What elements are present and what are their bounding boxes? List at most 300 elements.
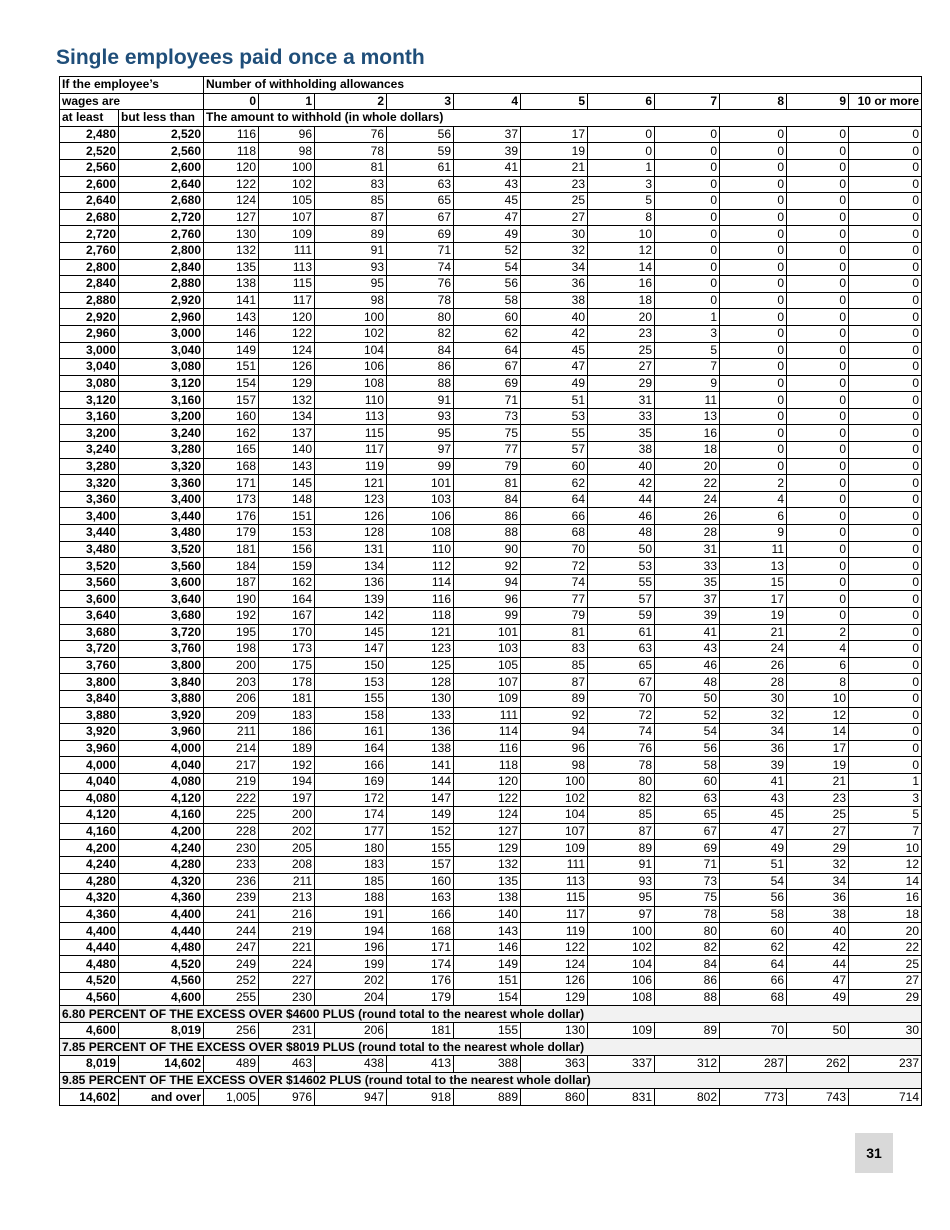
withholding-amount: 192 xyxy=(259,757,315,774)
wage-less-than: 4,400 xyxy=(119,906,204,923)
wage-at-least: 2,720 xyxy=(60,226,119,243)
withholding-amount: 0 xyxy=(849,292,922,309)
withholding-amount: 36 xyxy=(720,740,787,757)
withholding-amount: 105 xyxy=(454,657,521,674)
withholding-amount: 129 xyxy=(521,989,588,1006)
withholding-amount: 43 xyxy=(454,176,521,193)
withholding-amount: 40 xyxy=(588,458,655,475)
withholding-amount: 84 xyxy=(655,956,720,973)
withholding-amount: 0 xyxy=(655,276,720,293)
withholding-amount: 145 xyxy=(259,475,315,492)
withholding-amount: 947 xyxy=(315,1089,387,1106)
bracket-note: 6.80 PERCENT OF THE EXCESS OVER $4600 PLUS (round total to the nearest whole dollar) xyxy=(60,1006,922,1023)
withholding-amount: 90 xyxy=(454,541,521,558)
withholding-amount: 74 xyxy=(387,259,454,276)
withholding-amount: 228 xyxy=(204,823,259,840)
withholding-amount: 115 xyxy=(315,425,387,442)
withholding-amount: 57 xyxy=(521,442,588,459)
withholding-amount: 249 xyxy=(204,956,259,973)
withholding-amount: 0 xyxy=(787,491,849,508)
withholding-amount: 0 xyxy=(787,508,849,525)
table-row xyxy=(60,657,922,674)
withholding-amount: 128 xyxy=(315,525,387,542)
wage-less-than: 3,560 xyxy=(119,558,204,575)
withholding-amount: 62 xyxy=(454,325,521,342)
withholding-amount: 0 xyxy=(787,209,849,226)
withholding-amount: 188 xyxy=(315,890,387,907)
withholding-amount: 0 xyxy=(787,126,849,143)
wage-less-than: 14,602 xyxy=(119,1056,204,1073)
withholding-amount: 0 xyxy=(787,541,849,558)
wage-at-least: 3,800 xyxy=(60,674,119,691)
wage-less-than: 4,320 xyxy=(119,873,204,890)
withholding-amount: 143 xyxy=(204,309,259,326)
withholding-amount: 149 xyxy=(454,956,521,973)
withholding-amount: 219 xyxy=(204,773,259,790)
withholding-amount: 173 xyxy=(204,491,259,508)
withholding-amount: 143 xyxy=(259,458,315,475)
withholding-amount: 50 xyxy=(588,541,655,558)
wage-at-least: 4,520 xyxy=(60,973,119,990)
withholding-amount: 154 xyxy=(204,375,259,392)
withholding-amount: 0 xyxy=(849,608,922,625)
wage-at-least: 2,800 xyxy=(60,259,119,276)
withholding-amount: 0 xyxy=(787,292,849,309)
withholding-amount: 171 xyxy=(204,475,259,492)
withholding-amount: 0 xyxy=(849,159,922,176)
table-row xyxy=(60,209,922,226)
wage-less-than: 3,480 xyxy=(119,525,204,542)
withholding-amount: 80 xyxy=(387,309,454,326)
table-row xyxy=(60,823,922,840)
withholding-amount: 84 xyxy=(454,491,521,508)
withholding-amount: 262 xyxy=(787,1056,849,1073)
table-row xyxy=(60,840,922,857)
bracket-row xyxy=(60,1039,922,1056)
wage-at-least: 3,920 xyxy=(60,724,119,741)
withholding-amount: 56 xyxy=(454,276,521,293)
wage-at-least: 3,400 xyxy=(60,508,119,525)
withholding-amount: 47 xyxy=(720,823,787,840)
withholding-amount: 0 xyxy=(787,525,849,542)
withholding-amount: 25 xyxy=(521,193,588,210)
withholding-amount: 0 xyxy=(655,143,720,160)
withholding-amount: 0 xyxy=(720,292,787,309)
withholding-amount: 2 xyxy=(720,475,787,492)
withholding-amount: 71 xyxy=(655,856,720,873)
wage-at-least: 2,640 xyxy=(60,193,119,210)
withholding-amount: 132 xyxy=(454,856,521,873)
withholding-amount: 92 xyxy=(521,707,588,724)
withholding-amount: 179 xyxy=(204,525,259,542)
withholding-amount: 21 xyxy=(521,159,588,176)
withholding-amount: 65 xyxy=(588,657,655,674)
withholding-amount: 118 xyxy=(454,757,521,774)
withholding-amount: 13 xyxy=(720,558,787,575)
but-less-than-label: but less than xyxy=(119,110,204,127)
withholding-amount: 139 xyxy=(315,591,387,608)
withholding-amount: 0 xyxy=(720,442,787,459)
table-row xyxy=(60,624,922,641)
wage-less-than: 4,000 xyxy=(119,740,204,757)
withholding-amount: 12 xyxy=(588,242,655,259)
withholding-amount: 337 xyxy=(588,1056,655,1073)
wage-less-than: 3,760 xyxy=(119,641,204,658)
withholding-amount: 26 xyxy=(720,657,787,674)
withholding-amount: 89 xyxy=(521,690,588,707)
withholding-amount: 0 xyxy=(720,325,787,342)
withholding-amount: 37 xyxy=(655,591,720,608)
wage-at-least: 4,560 xyxy=(60,989,119,1006)
wage-at-least: 3,520 xyxy=(60,558,119,575)
wage-less-than: 3,680 xyxy=(119,608,204,625)
withholding-amount: 73 xyxy=(655,873,720,890)
withholding-amount: 0 xyxy=(787,375,849,392)
withholding-amount: 49 xyxy=(521,375,588,392)
withholding-amount: 438 xyxy=(315,1056,387,1073)
withholding-amount: 97 xyxy=(387,442,454,459)
wage-less-than: 4,120 xyxy=(119,790,204,807)
wage-less-than: 4,520 xyxy=(119,956,204,973)
wage-less-than: 3,280 xyxy=(119,442,204,459)
withholding-amount: 27 xyxy=(787,823,849,840)
table-row xyxy=(60,724,922,741)
withholding-amount: 168 xyxy=(387,923,454,940)
withholding-amount: 0 xyxy=(787,342,849,359)
withholding-amount: 164 xyxy=(259,591,315,608)
withholding-amount: 105 xyxy=(259,193,315,210)
withholding-amount: 743 xyxy=(787,1089,849,1106)
withholding-amount: 42 xyxy=(588,475,655,492)
wage-at-least: 4,480 xyxy=(60,956,119,973)
withholding-amount: 110 xyxy=(387,541,454,558)
withholding-amount: 7 xyxy=(849,823,922,840)
withholding-amount: 217 xyxy=(204,757,259,774)
withholding-amount: 40 xyxy=(787,923,849,940)
withholding-amount: 28 xyxy=(655,525,720,542)
wage-less-than: 4,280 xyxy=(119,856,204,873)
withholding-amount: 96 xyxy=(454,591,521,608)
wage-at-least: 3,200 xyxy=(60,425,119,442)
withholding-amount: 45 xyxy=(454,193,521,210)
withholding-amount: 95 xyxy=(588,890,655,907)
wage-at-least: 3,960 xyxy=(60,740,119,757)
withholding-amount: 163 xyxy=(387,890,454,907)
withholding-amount: 5 xyxy=(588,193,655,210)
wage-at-least: 3,560 xyxy=(60,574,119,591)
withholding-amount: 191 xyxy=(315,906,387,923)
wage-at-least: 2,600 xyxy=(60,176,119,193)
withholding-amount: 17 xyxy=(787,740,849,757)
withholding-amount: 177 xyxy=(315,823,387,840)
withholding-amount: 94 xyxy=(521,724,588,741)
withholding-amount: 88 xyxy=(454,525,521,542)
withholding-amount: 19 xyxy=(720,608,787,625)
withholding-amount: 18 xyxy=(849,906,922,923)
withholding-amount: 199 xyxy=(315,956,387,973)
withholding-amount: 75 xyxy=(655,890,720,907)
wage-less-than: 3,400 xyxy=(119,491,204,508)
wage-at-least: 2,920 xyxy=(60,309,119,326)
withholding-amount: 23 xyxy=(787,790,849,807)
withholding-amount: 25 xyxy=(849,956,922,973)
table-row xyxy=(60,939,922,956)
withholding-amount: 189 xyxy=(259,740,315,757)
withholding-amount: 0 xyxy=(849,624,922,641)
withholding-amount: 47 xyxy=(454,209,521,226)
table-row xyxy=(60,641,922,658)
withholding-amount: 98 xyxy=(315,292,387,309)
withholding-amount: 72 xyxy=(588,707,655,724)
withholding-amount: 190 xyxy=(204,591,259,608)
withholding-amount: 32 xyxy=(787,856,849,873)
wage-at-least: 2,880 xyxy=(60,292,119,309)
withholding-amount: 138 xyxy=(454,890,521,907)
withholding-amount: 93 xyxy=(588,873,655,890)
withholding-amount: 166 xyxy=(315,757,387,774)
withholding-amount: 0 xyxy=(849,309,922,326)
withholding-amount: 62 xyxy=(521,475,588,492)
withholding-amount: 230 xyxy=(204,840,259,857)
withholding-amount: 236 xyxy=(204,873,259,890)
withholding-amount: 195 xyxy=(204,624,259,641)
wage-at-least: 3,680 xyxy=(60,624,119,641)
withholding-amount: 81 xyxy=(315,159,387,176)
withholding-amount: 158 xyxy=(315,707,387,724)
withholding-amount: 0 xyxy=(787,276,849,293)
withholding-amount: 88 xyxy=(655,989,720,1006)
withholding-amount: 27 xyxy=(588,359,655,376)
wage-at-least: 4,000 xyxy=(60,757,119,774)
withholding-amount: 38 xyxy=(588,442,655,459)
withholding-amount: 0 xyxy=(720,126,787,143)
table-row xyxy=(60,292,922,309)
withholding-amount: 5 xyxy=(849,807,922,824)
withholding-amount: 49 xyxy=(454,226,521,243)
amount-label: The amount to withhold (in whole dollars) xyxy=(204,110,922,127)
withholding-amount: 237 xyxy=(849,1056,922,1073)
wage-at-least: 3,840 xyxy=(60,690,119,707)
bracket-table-row xyxy=(60,1056,922,1073)
wage-at-least: 3,240 xyxy=(60,442,119,459)
wage-at-least: 2,760 xyxy=(60,242,119,259)
table-row xyxy=(60,259,922,276)
withholding-amount: 0 xyxy=(787,425,849,442)
withholding-amount: 209 xyxy=(204,707,259,724)
withholding-amount: 31 xyxy=(588,392,655,409)
withholding-amount: 40 xyxy=(521,309,588,326)
withholding-amount: 134 xyxy=(259,408,315,425)
withholding-amount: 41 xyxy=(720,773,787,790)
withholding-amount: 197 xyxy=(259,790,315,807)
withholding-amount: 84 xyxy=(387,342,454,359)
withholding-amount: 219 xyxy=(259,923,315,940)
withholding-amount: 179 xyxy=(387,989,454,1006)
withholding-amount: 0 xyxy=(849,276,922,293)
withholding-amount: 203 xyxy=(204,674,259,691)
withholding-amount: 0 xyxy=(655,259,720,276)
withholding-amount: 0 xyxy=(787,408,849,425)
table-row xyxy=(60,690,922,707)
table-row xyxy=(60,574,922,591)
withholding-amount: 14 xyxy=(588,259,655,276)
withholding-amount: 860 xyxy=(521,1089,588,1106)
wage-less-than: 3,200 xyxy=(119,408,204,425)
withholding-amount: 157 xyxy=(387,856,454,873)
withholding-amount: 1 xyxy=(655,309,720,326)
withholding-amount: 13 xyxy=(655,408,720,425)
withholding-amount: 126 xyxy=(259,359,315,376)
wage-at-least: 2,480 xyxy=(60,126,119,143)
withholding-amount: 0 xyxy=(720,159,787,176)
withholding-amount: 831 xyxy=(588,1089,655,1106)
withholding-amount: 413 xyxy=(387,1056,454,1073)
wage-less-than: 3,080 xyxy=(119,359,204,376)
withholding-amount: 14 xyxy=(787,724,849,741)
withholding-amount: 164 xyxy=(315,740,387,757)
withholding-amount: 0 xyxy=(720,458,787,475)
withholding-amount: 0 xyxy=(849,641,922,658)
table-row xyxy=(60,442,922,459)
withholding-amount: 69 xyxy=(387,226,454,243)
withholding-amount: 32 xyxy=(521,242,588,259)
withholding-amount: 135 xyxy=(204,259,259,276)
withholding-amount: 82 xyxy=(588,790,655,807)
withholding-amount: 99 xyxy=(387,458,454,475)
withholding-amount: 60 xyxy=(521,458,588,475)
withholding-amount: 213 xyxy=(259,890,315,907)
header-row-3 xyxy=(60,110,922,127)
withholding-amount: 11 xyxy=(720,541,787,558)
table-row xyxy=(60,707,922,724)
withholding-amount: 46 xyxy=(588,508,655,525)
withholding-amount: 129 xyxy=(259,375,315,392)
withholding-amount: 146 xyxy=(204,325,259,342)
withholding-amount: 100 xyxy=(588,923,655,940)
withholding-amount: 95 xyxy=(387,425,454,442)
withholding-amount: 0 xyxy=(787,558,849,575)
table-row xyxy=(60,525,922,542)
withholding-amount: 151 xyxy=(259,508,315,525)
withholding-amount: 233 xyxy=(204,856,259,873)
table-row xyxy=(60,989,922,1006)
withholding-amount: 206 xyxy=(204,690,259,707)
withholding-amount: 8 xyxy=(787,674,849,691)
withholding-amount: 247 xyxy=(204,939,259,956)
withholding-amount: 0 xyxy=(787,392,849,409)
wage-at-least: 4,400 xyxy=(60,923,119,940)
wage-less-than: 4,600 xyxy=(119,989,204,1006)
wage-less-than: 3,880 xyxy=(119,690,204,707)
table-row xyxy=(60,508,922,525)
withholding-amount: 0 xyxy=(849,176,922,193)
table-row xyxy=(60,375,922,392)
withholding-amount: 86 xyxy=(454,508,521,525)
page-number: 31 xyxy=(855,1133,893,1173)
withholding-amount: 111 xyxy=(521,856,588,873)
wage-at-least: 4,120 xyxy=(60,807,119,824)
withholding-amount: 0 xyxy=(787,226,849,243)
withholding-amount: 115 xyxy=(521,890,588,907)
table-row xyxy=(60,226,922,243)
withholding-amount: 0 xyxy=(787,143,849,160)
withholding-amount: 0 xyxy=(849,525,922,542)
wage-at-least: 3,080 xyxy=(60,375,119,392)
wage-less-than: 3,520 xyxy=(119,541,204,558)
withholding-amount: 0 xyxy=(787,325,849,342)
withholding-amount: 0 xyxy=(849,724,922,741)
withholding-amount: 0 xyxy=(849,359,922,376)
wage-at-least: 4,280 xyxy=(60,873,119,890)
wage-at-least: 4,240 xyxy=(60,856,119,873)
withholding-amount: 0 xyxy=(849,541,922,558)
wage-less-than: 3,160 xyxy=(119,392,204,409)
withholding-amount: 42 xyxy=(521,325,588,342)
withholding-amount: 773 xyxy=(720,1089,787,1106)
withholding-amount: 122 xyxy=(454,790,521,807)
withholding-amount: 86 xyxy=(655,973,720,990)
withholding-amount: 108 xyxy=(315,375,387,392)
withholding-amount: 1 xyxy=(588,159,655,176)
withholding-amount: 74 xyxy=(588,724,655,741)
withholding-amount: 0 xyxy=(787,574,849,591)
table-row xyxy=(60,342,922,359)
wage-less-than: 3,800 xyxy=(119,657,204,674)
bracket-table-row xyxy=(60,1022,922,1039)
withholding-amount: 206 xyxy=(315,1022,387,1039)
withholding-amount: 51 xyxy=(521,392,588,409)
withholding-amount: 178 xyxy=(259,674,315,691)
withholding-amount: 16 xyxy=(655,425,720,442)
withholding-amount: 36 xyxy=(521,276,588,293)
withholding-amount: 175 xyxy=(259,657,315,674)
wage-at-least: 3,880 xyxy=(60,707,119,724)
withholding-amount: 64 xyxy=(521,491,588,508)
wage-at-least: 3,000 xyxy=(60,342,119,359)
withholding-amount: 130 xyxy=(387,690,454,707)
table-row xyxy=(60,591,922,608)
withholding-amount: 65 xyxy=(655,807,720,824)
withholding-amount: 256 xyxy=(204,1022,259,1039)
withholding-amount: 151 xyxy=(204,359,259,376)
withholding-amount: 152 xyxy=(387,823,454,840)
wage-less-than: 4,440 xyxy=(119,923,204,940)
withholding-amount: 56 xyxy=(387,126,454,143)
withholding-amount: 49 xyxy=(787,989,849,1006)
wage-at-least: 3,360 xyxy=(60,491,119,508)
withholding-amount: 39 xyxy=(655,608,720,625)
withholding-amount: 76 xyxy=(387,276,454,293)
wage-at-least: 3,040 xyxy=(60,359,119,376)
bracket-row xyxy=(60,1006,922,1023)
withholding-amount: 89 xyxy=(655,1022,720,1039)
withholding-amount: 0 xyxy=(849,259,922,276)
withholding-amount: 107 xyxy=(521,823,588,840)
withholding-amount: 208 xyxy=(259,856,315,873)
wage-less-than: 4,560 xyxy=(119,973,204,990)
table-row xyxy=(60,541,922,558)
withholding-amount: 0 xyxy=(849,707,922,724)
withholding-amount: 204 xyxy=(315,989,387,1006)
withholding-amount: 71 xyxy=(454,392,521,409)
withholding-amount: 116 xyxy=(454,740,521,757)
wage-at-least: 14,602 xyxy=(60,1089,119,1106)
withholding-amount: 100 xyxy=(259,159,315,176)
withholding-amount: 96 xyxy=(521,740,588,757)
bracket-note: 7.85 PERCENT OF THE EXCESS OVER $8019 PLUS (round total to the nearest whole dollar) xyxy=(60,1039,922,1056)
withholding-amount: 81 xyxy=(521,624,588,641)
withholding-amount: 62 xyxy=(720,939,787,956)
